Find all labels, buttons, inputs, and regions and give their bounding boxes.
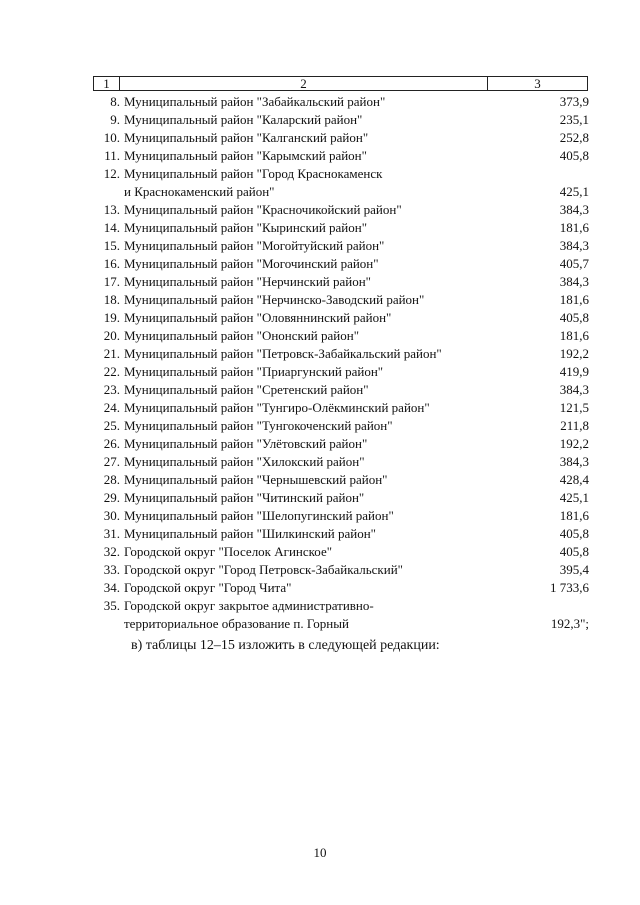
municipality-name	[124, 381, 524, 399]
municipality-name-line: Муниципальный район "Улётовский район"	[124, 436, 368, 451]
amount-value: 428,4	[559, 472, 589, 487]
table-row	[93, 489, 603, 507]
amount-value: 384,3	[559, 238, 589, 253]
row-number: 34.	[103, 580, 120, 595]
municipality-name	[124, 435, 524, 453]
table-row	[93, 471, 603, 489]
municipality-name-line: Городской округ "Город Чита"	[124, 580, 292, 595]
table-row	[93, 165, 603, 201]
municipality-name-line: Муниципальный район "Приаргунский район"	[124, 364, 384, 379]
municipality-name	[124, 471, 524, 489]
municipality-name	[124, 345, 524, 363]
table-row	[93, 525, 603, 543]
amount-value: 384,3	[559, 382, 589, 397]
municipality-name	[124, 579, 524, 597]
municipality-name-line: Муниципальный район "Сретенский район"	[124, 382, 369, 397]
municipality-name	[124, 561, 524, 579]
municipality-name	[124, 273, 524, 291]
municipality-name-line: Муниципальный район "Читинский район"	[124, 490, 365, 505]
municipality-name	[124, 399, 524, 417]
amendment-note: в) таблицы 12–15 изложить в следующей редакции:	[131, 638, 440, 653]
table-row	[93, 561, 603, 579]
amount-value: 192,2	[559, 346, 589, 361]
row-number: 16.	[103, 256, 120, 271]
table-row	[93, 507, 603, 525]
municipality-name-line: Городской округ "Поселок Агинское"	[124, 544, 333, 559]
municipality-name	[124, 417, 524, 435]
municipality-name	[124, 525, 524, 543]
amount-value: 425,1	[559, 490, 589, 505]
row-number: 22.	[103, 364, 120, 379]
amount-value: 405,8	[559, 148, 589, 163]
municipality-name	[124, 309, 524, 327]
row-number: 14.	[103, 220, 120, 235]
amount-value: 121,5	[559, 400, 589, 415]
municipality-name	[124, 165, 524, 201]
table-row	[93, 309, 603, 327]
row-number: 21.	[103, 346, 120, 361]
table-row	[93, 111, 603, 129]
table-row	[93, 219, 603, 237]
header-col-2: 2	[120, 77, 488, 90]
row-number: 29.	[103, 490, 120, 505]
municipality-name	[124, 597, 524, 633]
row-number: 26.	[103, 436, 120, 451]
municipality-name	[124, 201, 524, 219]
municipality-name-line: Муниципальный район "Карымский район"	[124, 148, 367, 163]
municipality-name-line: Муниципальный район "Калганский район"	[124, 130, 369, 145]
row-number: 8.	[110, 94, 120, 109]
municipality-name	[124, 93, 524, 111]
amount-value: 181,6	[559, 220, 589, 235]
municipality-name-line: Муниципальный район "Ононский район"	[124, 328, 360, 343]
row-number: 15.	[103, 238, 120, 253]
row-number: 24.	[103, 400, 120, 415]
municipality-name-line: Муниципальный район "Нерчинский район"	[124, 274, 371, 289]
amount-value: 384,3	[559, 202, 589, 217]
municipality-name	[124, 255, 524, 273]
table-row	[93, 201, 603, 219]
row-number: 28.	[103, 472, 120, 487]
amount-value: 419,9	[559, 364, 589, 379]
amount-value: 181,6	[559, 508, 589, 523]
municipality-name-line: и Краснокаменский район"	[124, 184, 275, 199]
amount-value: 1 733,6	[550, 580, 589, 595]
amount-value: 235,1	[559, 112, 589, 127]
municipality-name	[124, 219, 524, 237]
municipality-name	[124, 327, 524, 345]
table-body	[93, 93, 603, 633]
amount-value: 384,3	[559, 454, 589, 469]
municipality-name-line: территориальное образование п. Горный	[124, 616, 349, 631]
municipality-name-line: Муниципальный район "Нерчинско-Заводский район"	[124, 292, 425, 307]
amount-value: 192,2	[559, 436, 589, 451]
row-number: 12.	[103, 166, 120, 181]
amount-value: 405,7	[559, 256, 589, 271]
table-row	[93, 381, 603, 399]
amount-value: 395,4	[559, 562, 589, 577]
municipality-name	[124, 489, 524, 507]
municipality-name-line: Муниципальный район "Шилкинский район"	[124, 526, 376, 541]
municipality-name	[124, 363, 524, 381]
row-number: 32.	[103, 544, 120, 559]
row-number: 18.	[103, 292, 120, 307]
amount-value: 425,1	[559, 184, 589, 199]
municipality-name	[124, 147, 524, 165]
municipality-name-line: Муниципальный район "Забайкальский район"	[124, 94, 386, 109]
row-number: 9.	[110, 112, 120, 127]
table-row	[93, 363, 603, 381]
header-col-1: 1	[94, 77, 120, 90]
table-row	[93, 255, 603, 273]
row-number: 23.	[103, 382, 120, 397]
row-number: 11.	[104, 148, 120, 163]
municipality-name-line: Муниципальный район "Тунгокоченский район"	[124, 418, 393, 433]
amount-value: 181,6	[559, 292, 589, 307]
amount-value: 405,8	[559, 310, 589, 325]
table-row	[93, 453, 603, 471]
table-row	[93, 597, 603, 633]
municipality-name	[124, 129, 524, 147]
amount-value: 373,9	[559, 94, 589, 109]
municipality-name-line: Муниципальный район "Тунгиро-Олёкминский район"	[124, 400, 430, 415]
table-row	[93, 273, 603, 291]
table-row	[93, 327, 603, 345]
table-row	[93, 435, 603, 453]
page-number: 10	[313, 845, 327, 860]
amount-value: 252,8	[559, 130, 589, 145]
municipality-name	[124, 543, 524, 561]
municipality-name-line: Муниципальный район "Хилокский район"	[124, 454, 365, 469]
header-col-3: 3	[534, 76, 541, 91]
amount-value: 181,6	[559, 328, 589, 343]
table-row	[93, 237, 603, 255]
municipality-name	[124, 111, 524, 129]
amount-value: 384,3	[559, 274, 589, 289]
row-number: 35.	[103, 598, 120, 613]
municipality-name-line: Городской округ "Город Петровск-Забайкальский"	[124, 562, 403, 577]
municipality-name-line: Муниципальный район "Красночикойский район"	[124, 202, 402, 217]
table-row	[93, 399, 603, 417]
amount-value: 192,3";	[550, 616, 589, 631]
row-number: 20.	[103, 328, 120, 343]
table-row	[93, 345, 603, 363]
row-number: 10.	[103, 130, 120, 145]
table-row	[93, 129, 603, 147]
municipality-name-line: Муниципальный район "Каларский район"	[124, 112, 363, 127]
municipality-name-line: Муниципальный район "Могочинский район"	[124, 256, 379, 271]
municipality-name	[124, 291, 524, 309]
row-number: 17.	[103, 274, 120, 289]
table-row	[93, 543, 603, 561]
row-number: 30.	[103, 508, 120, 523]
municipality-name	[124, 507, 524, 525]
municipality-name-line: Муниципальный район "Могойтуйский район"	[124, 238, 385, 253]
table-row	[93, 291, 603, 309]
row-number: 19.	[103, 310, 120, 325]
table-header	[93, 76, 588, 91]
row-number: 27.	[103, 454, 120, 469]
municipality-name-line: Муниципальный район "Шелопугинский район"	[124, 508, 394, 523]
row-number: 33.	[103, 562, 120, 577]
row-number: 25.	[103, 418, 120, 433]
table-row	[93, 417, 603, 435]
municipality-name	[124, 453, 524, 471]
amount-value: 211,8	[560, 418, 589, 433]
municipality-name-line: Муниципальный район "Город Краснокаменск	[124, 166, 383, 181]
municipality-name	[124, 237, 524, 255]
row-number: 13.	[103, 202, 120, 217]
municipality-name-line: Муниципальный район "Чернышевский район"	[124, 472, 388, 487]
row-number: 31.	[103, 526, 120, 541]
table-row	[93, 93, 603, 111]
amount-value: 405,8	[559, 544, 589, 559]
municipality-name-line: Муниципальный район "Оловяннинский район"	[124, 310, 392, 325]
amount-value: 405,8	[559, 526, 589, 541]
municipality-name-line: Муниципальный район "Кыринский район"	[124, 220, 368, 235]
municipality-name-line: Муниципальный район "Петровск-Забайкальский район"	[124, 346, 442, 361]
table-row	[93, 579, 603, 597]
municipality-name-line: Городской округ закрытое административно-	[124, 598, 374, 613]
table-row	[93, 147, 603, 165]
